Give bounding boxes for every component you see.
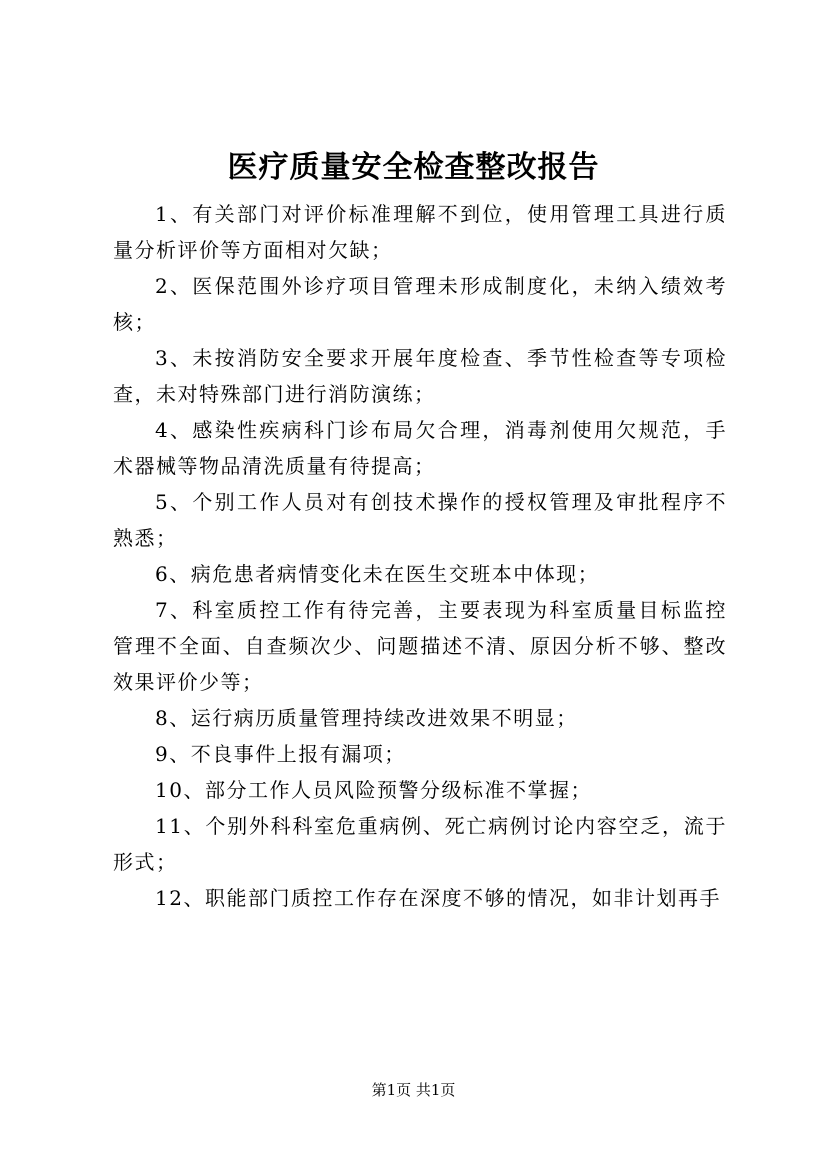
list-item: 7、科室质控工作有待完善，主要表现为科室质量目标监控管理不全面、自查频次少、问题描述不清、原因分析不够、整改效果评价少等； bbox=[113, 598, 727, 694]
list-item: 12、职能部门质控工作存在深度不够的情况，如非计划再手 bbox=[155, 886, 721, 910]
list-item: 3、未按消防安全要求开展年度检查、季节性检查等专项检查，未对特殊部门进行消防演练； bbox=[113, 346, 727, 406]
list-item: 11、个别外科科室危重病例、死亡病例讨论内容空乏，流于形式； bbox=[113, 814, 727, 874]
list-item: 8、运行病历质量管理持续改进效果不明显； bbox=[155, 706, 578, 730]
list-item: 6、病危患者病情变化未在医生交班本中体现； bbox=[155, 562, 600, 586]
list-item: 4、感染性疾病科门诊布局欠合理，消毒剂使用欠规范，手术器械等物品清洗质量有待提高； bbox=[113, 418, 727, 478]
list-item: 2、医保范围外诊疗项目管理未形成制度化，未纳入绩效考核； bbox=[113, 274, 727, 334]
list-item: 1、有关部门对评价标准理解不到位，使用管理工具进行质量分析评价等方面相对欠缺； bbox=[113, 202, 727, 262]
document-title: 医疗质量安全检查整改报告 bbox=[227, 150, 600, 185]
list-item: 5、个别工作人员对有创技术操作的授权管理及审批程序不熟悉； bbox=[113, 490, 727, 550]
page-footer: 第1页 共1页 bbox=[371, 1081, 456, 1099]
list-item: 10、部分工作人员风险预警分级标准不掌握； bbox=[155, 778, 592, 802]
list-item: 9、不良事件上报有漏项； bbox=[155, 742, 406, 766]
document-body bbox=[113, 196, 727, 916]
